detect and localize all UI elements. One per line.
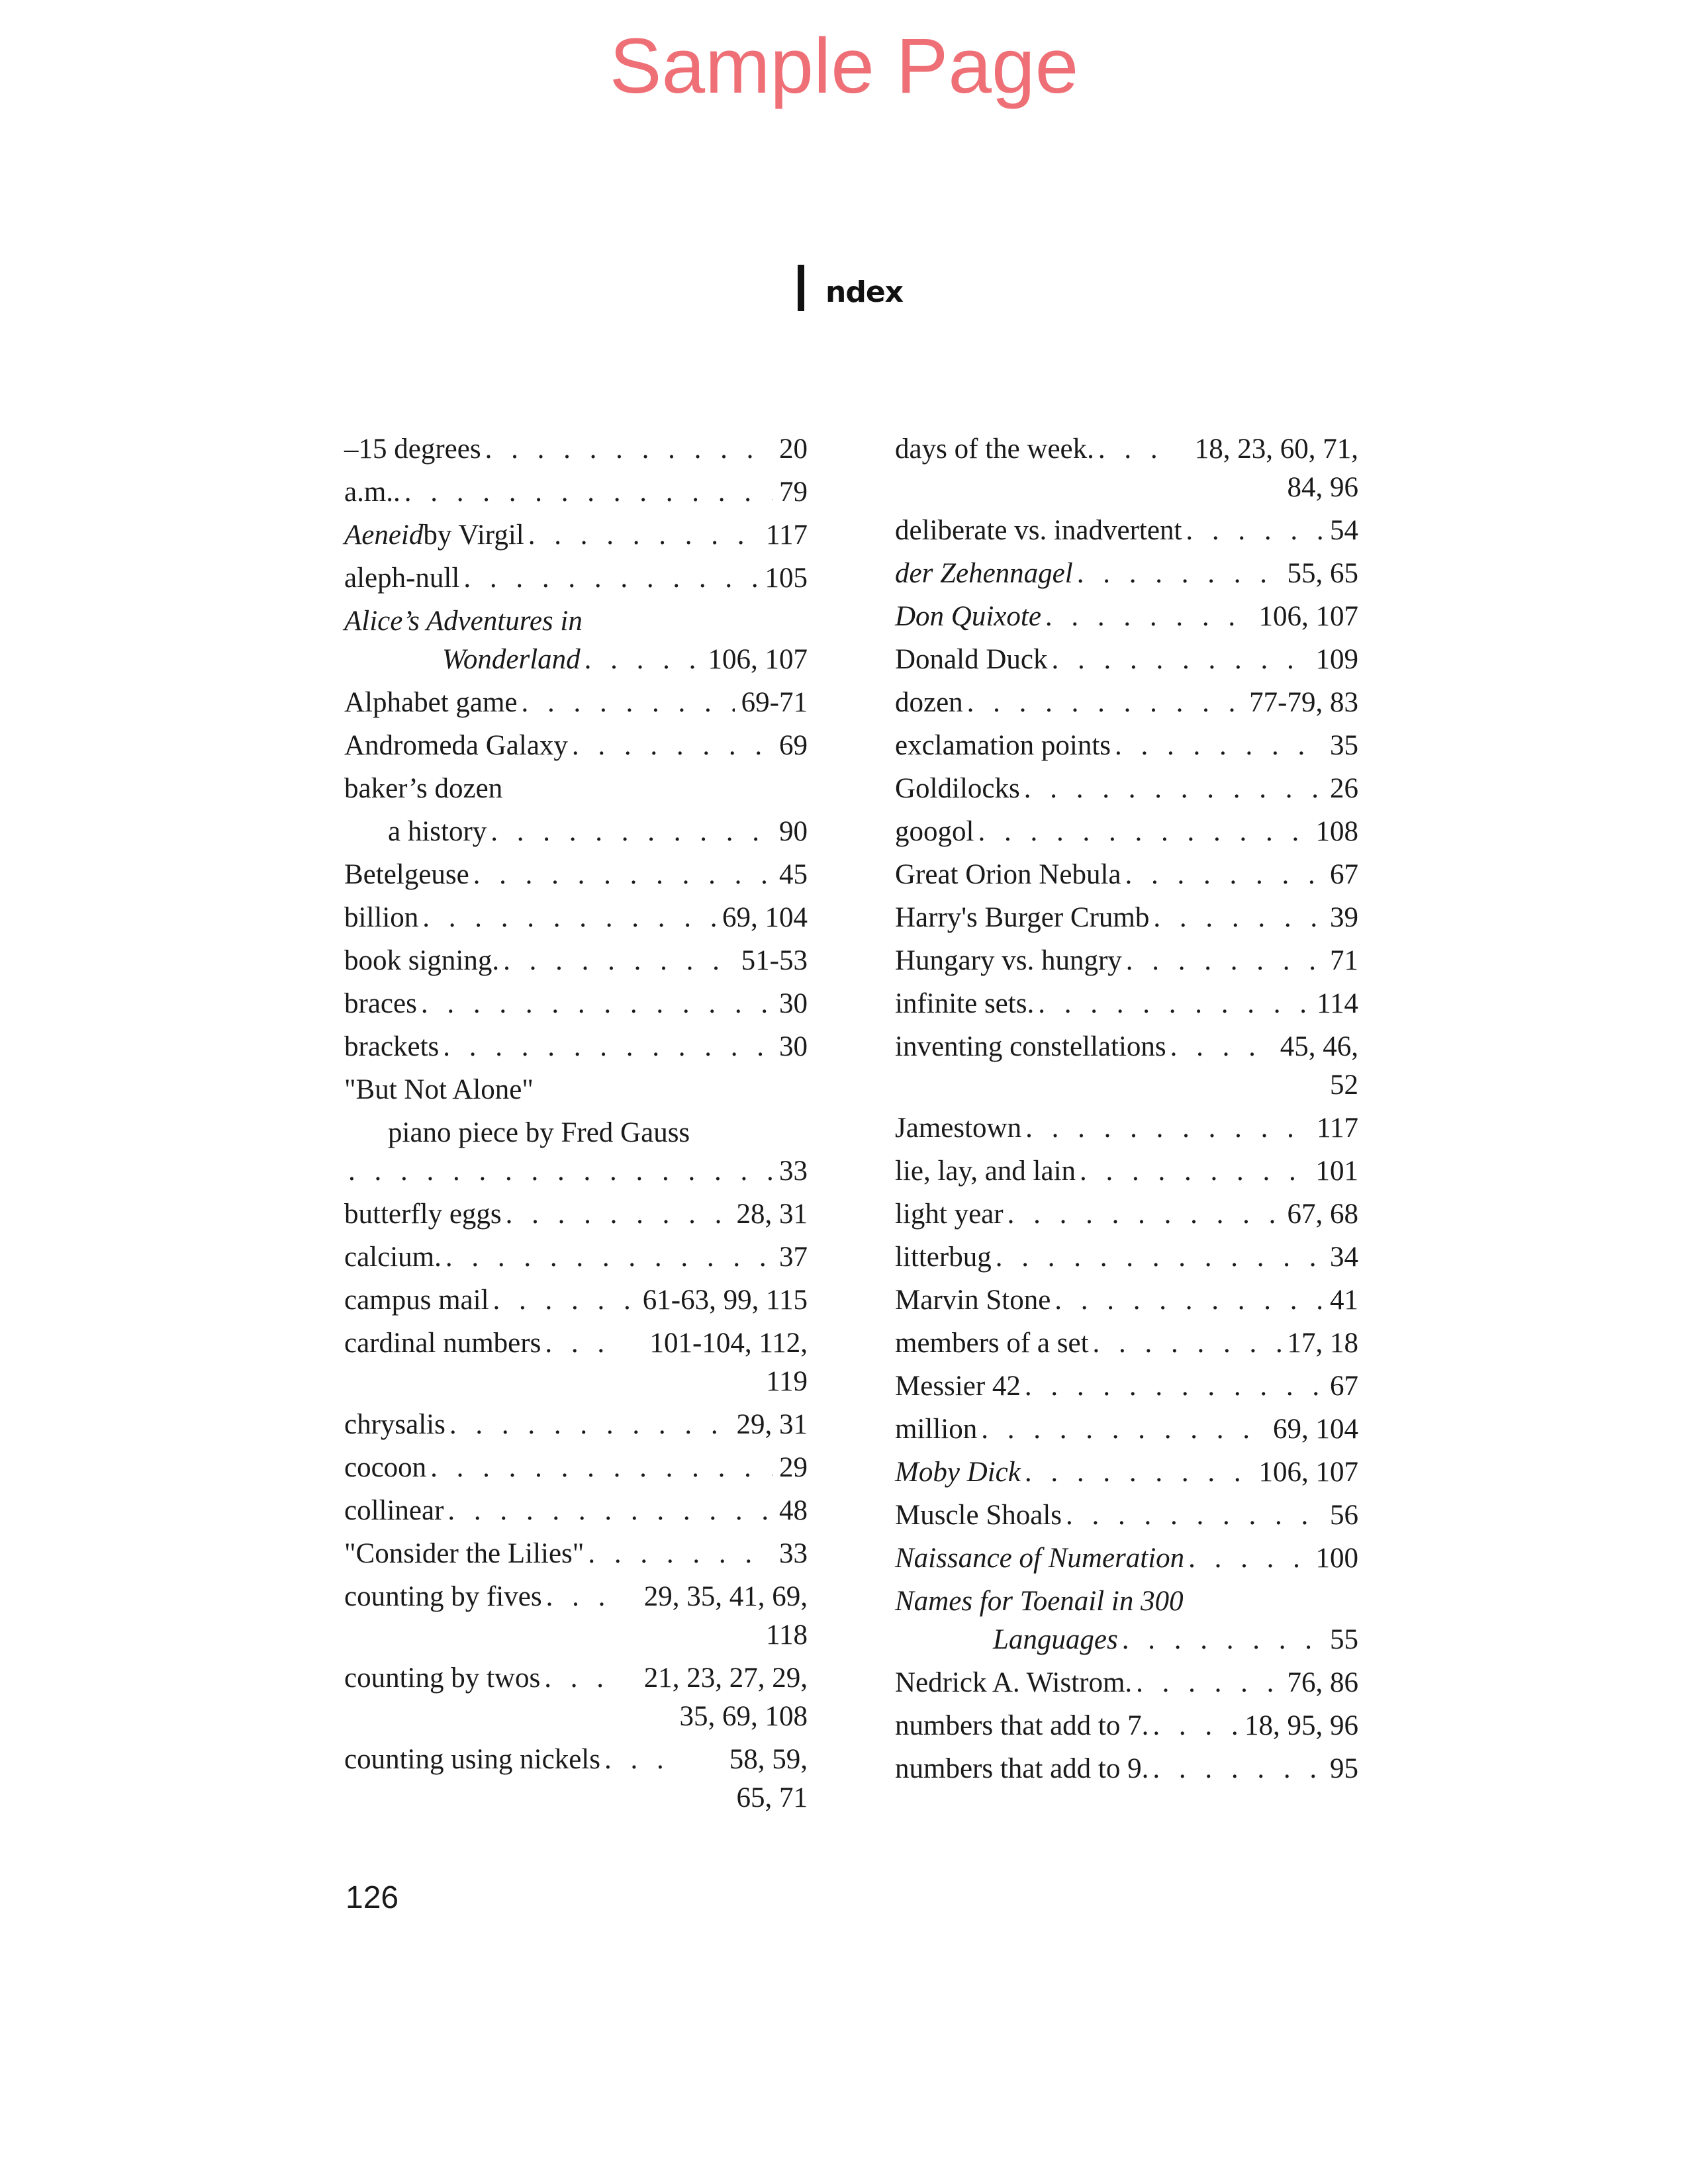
index-entry xyxy=(344,856,808,899)
index-entry xyxy=(344,1659,808,1736)
entry-label: by Virgil xyxy=(423,520,524,551)
entry-label: counting by twos xyxy=(344,1662,541,1694)
entry-label: numbers that add to 9. xyxy=(895,1753,1149,1784)
entry-pages: 95 xyxy=(1330,1753,1358,1784)
entry-label: "But Not Alone" xyxy=(344,1074,534,1105)
entry-pages: 106, 107 xyxy=(708,644,808,675)
entry-label: litterbug xyxy=(895,1242,992,1273)
entry-pages: 34 xyxy=(1330,1242,1358,1273)
entry-label: Nedrick A. Wistrom. xyxy=(895,1667,1133,1698)
entry-pages: 79 xyxy=(779,477,808,508)
dot-leader xyxy=(1111,727,1323,765)
dot-leader xyxy=(489,1281,636,1320)
index-entry xyxy=(895,1582,1358,1621)
entry-label: Hungary vs. hungry xyxy=(895,945,1122,976)
index-entry xyxy=(895,1152,1358,1195)
entry-pages: 67 xyxy=(1330,1371,1358,1402)
entry-label: Messier 42 xyxy=(895,1371,1021,1402)
entry-pages: 101-104, 112, 119 xyxy=(649,1328,808,1397)
index-entry xyxy=(895,684,1358,727)
entry-pages: 29 xyxy=(779,1452,808,1483)
dot-leader xyxy=(1047,641,1309,679)
entry-pages: 77-79, 83 xyxy=(1249,687,1358,718)
entry-pages: 114 xyxy=(1317,988,1358,1019)
entry-label: members of a set xyxy=(895,1328,1089,1359)
dot-leader xyxy=(1021,1109,1310,1148)
dot-leader xyxy=(1121,856,1323,894)
entry-label: numbers that add to 7. xyxy=(895,1710,1149,1741)
dot-leader xyxy=(426,1449,773,1487)
dot-leader xyxy=(1166,1028,1259,1066)
dot-leader xyxy=(542,1578,609,1616)
dot-leader xyxy=(481,430,773,469)
entry-pages: 90 xyxy=(779,816,808,847)
entry-pages: 33 xyxy=(779,1156,808,1187)
entry-label: days of the week. xyxy=(895,433,1094,465)
entry-pages: 56 xyxy=(1330,1500,1358,1531)
entry-label: Andromeda Galaxy xyxy=(344,730,568,761)
entry-pages: 69-71 xyxy=(741,687,808,718)
entry-label: Alphabet game xyxy=(344,687,518,718)
entry-label: Don Quixote xyxy=(895,601,1041,632)
index-entry xyxy=(895,813,1358,856)
entry-pages: 117 xyxy=(1317,1113,1358,1144)
dot-leader xyxy=(1020,770,1323,808)
entry-label: deliberate vs. inadvertent xyxy=(895,515,1182,546)
index-entry xyxy=(344,559,808,602)
entry-pages: 30 xyxy=(779,1031,808,1062)
dot-leader xyxy=(1094,430,1160,469)
index-column-left xyxy=(344,430,808,1822)
index-entry xyxy=(895,856,1358,899)
entry-pages: 21, 23, 27, 29, 35, 69, 108 xyxy=(643,1662,808,1732)
entry-label: braces xyxy=(344,988,417,1019)
index-entry xyxy=(895,1281,1358,1324)
index-entry xyxy=(344,1238,808,1281)
entry-pages: 55, 65 xyxy=(1287,558,1358,589)
dot-leader xyxy=(1073,555,1281,593)
entry-label: calcium. xyxy=(344,1242,442,1273)
index-entry xyxy=(344,1741,808,1817)
entry-pages: 71 xyxy=(1330,945,1358,976)
entry-label: brackets xyxy=(344,1031,440,1062)
index-entry xyxy=(895,1707,1358,1745)
page-number: 126 xyxy=(346,1880,399,1915)
entry-pages: 55 xyxy=(1330,1624,1358,1655)
entry-pages: 37 xyxy=(779,1242,808,1273)
entry-pages: 29, 31 xyxy=(736,1409,808,1440)
entry-label: Alice’s Adventures in xyxy=(344,606,583,637)
index-entry xyxy=(895,1453,1358,1496)
index-entry xyxy=(895,899,1358,942)
index-entry-continuation xyxy=(344,641,808,684)
dot-leader xyxy=(974,813,1309,851)
entry-pages: 18, 23, 60, 71, 84, 96 xyxy=(1194,433,1358,503)
dot-leader xyxy=(963,684,1243,722)
entry-pages: 76, 86 xyxy=(1287,1667,1358,1698)
dot-leader xyxy=(541,1324,609,1363)
dot-leader xyxy=(600,1741,682,1779)
entry-label: collinear xyxy=(344,1495,444,1526)
index-entry xyxy=(344,1406,808,1449)
entry-label: book signing. xyxy=(344,945,500,976)
dot-leader xyxy=(1041,598,1252,636)
entry-pages: 67 xyxy=(1330,859,1358,890)
entry-pages: 48 xyxy=(779,1495,808,1526)
entry-pages: 67, 68 xyxy=(1287,1199,1358,1230)
entry-pages: 28, 31 xyxy=(736,1199,808,1230)
entry-label: Naissance of Numeration xyxy=(895,1543,1185,1574)
dot-leader xyxy=(459,559,758,598)
index-entry xyxy=(344,1492,808,1535)
dot-leader xyxy=(445,1406,730,1444)
entry-pages: 51-53 xyxy=(741,945,808,976)
entry-label: inventing constellations xyxy=(895,1031,1166,1062)
index-entry xyxy=(895,598,1358,641)
dot-leader xyxy=(344,1152,773,1191)
index-entry-continuation xyxy=(895,1621,1358,1664)
entry-pages: 41 xyxy=(1330,1285,1358,1316)
index-entry xyxy=(344,1028,808,1071)
entry-pages: 69, 104 xyxy=(722,902,808,933)
entry-label: googol xyxy=(895,816,974,847)
entry-label: cocoon xyxy=(344,1452,427,1483)
index-entry xyxy=(895,641,1358,684)
dot-leader xyxy=(1021,1367,1323,1406)
dot-leader xyxy=(502,1195,730,1234)
index-entry xyxy=(895,1109,1358,1152)
entry-pages: 20 xyxy=(779,433,808,465)
dot-leader xyxy=(1132,1664,1280,1702)
entry-label: aleph-null xyxy=(344,563,460,594)
dot-leader xyxy=(992,1238,1323,1277)
entry-pages: 45, 46, 52 xyxy=(1280,1031,1358,1101)
index-entry xyxy=(344,770,808,813)
entry-label: der Zehennagel xyxy=(895,558,1073,589)
entry-pages: 33 xyxy=(779,1538,808,1569)
index-entry xyxy=(895,1195,1358,1238)
index-entry xyxy=(344,899,808,942)
entry-pages: 30 xyxy=(779,988,808,1019)
entry-label: chrysalis xyxy=(344,1409,445,1440)
dot-leader xyxy=(439,1028,773,1066)
entry-pages: 17, 18 xyxy=(1287,1328,1358,1359)
entry-pages: 100 xyxy=(1315,1543,1358,1574)
index-entry xyxy=(895,1750,1358,1793)
entry-label: piano piece by Fred Gauss xyxy=(388,1117,690,1148)
index-entry xyxy=(344,1578,808,1655)
entry-label: a.m.. xyxy=(344,477,400,508)
entry-label: exclamation points xyxy=(895,730,1111,761)
entry-label: counting using nickels xyxy=(344,1744,600,1775)
entry-label: lie, lay, and lain xyxy=(895,1156,1076,1187)
heading-rest: ndex xyxy=(825,275,904,309)
index-entry xyxy=(895,1238,1358,1281)
dot-leader xyxy=(977,1410,1266,1449)
entry-label: Donald Duck xyxy=(895,644,1048,675)
dot-leader xyxy=(400,473,773,512)
entry-label-title: Aeneid xyxy=(344,520,424,551)
entry-label: Goldilocks xyxy=(895,773,1020,804)
index-entry xyxy=(895,1539,1358,1582)
entry-label: dozen xyxy=(895,687,963,718)
dot-leader xyxy=(568,727,773,765)
index-entry xyxy=(895,1324,1358,1367)
index-entry xyxy=(344,1195,808,1238)
dot-leader xyxy=(1076,1152,1309,1191)
index-entry xyxy=(344,1281,808,1324)
entry-label: "Consider the Lilies" xyxy=(344,1538,585,1569)
entry-label: a history xyxy=(388,816,487,847)
entry-pages: 29, 35, 41, 69, 118 xyxy=(643,1581,808,1651)
index-entry xyxy=(344,985,808,1028)
dot-leader xyxy=(417,985,773,1023)
index-subentry xyxy=(344,813,808,856)
entry-pages: 117 xyxy=(766,520,808,551)
index-entry xyxy=(895,1496,1358,1539)
dot-leader xyxy=(1182,512,1323,550)
dot-leader xyxy=(1118,1621,1323,1659)
entry-pages: 18, 95, 96 xyxy=(1244,1710,1358,1741)
dot-leader xyxy=(1062,1496,1323,1535)
entry-label: Moby Dick xyxy=(895,1457,1021,1488)
entry-label: light year xyxy=(895,1199,1004,1230)
dot-leader xyxy=(1122,942,1323,980)
index-entry xyxy=(895,942,1358,985)
entry-pages: 35 xyxy=(1330,730,1358,761)
index-subentry xyxy=(344,1114,808,1152)
entry-label: Jamestown xyxy=(895,1113,1022,1144)
index-entry xyxy=(895,1410,1358,1453)
entry-pages: 54 xyxy=(1330,515,1358,546)
sample-page-watermark: Sample Page xyxy=(609,23,1079,110)
entry-label: infinite sets. xyxy=(895,988,1035,1019)
entry-label: campus mail xyxy=(344,1285,489,1316)
entry-label: counting by fives xyxy=(344,1581,542,1612)
entry-label: Muscle Shoals xyxy=(895,1500,1062,1531)
dot-leader xyxy=(581,641,702,679)
index-entry xyxy=(344,430,808,473)
index-entry xyxy=(895,430,1358,507)
entry-label: Great Orion Nebula xyxy=(895,859,1121,890)
index-entry xyxy=(344,1324,808,1401)
index-entry xyxy=(344,1071,808,1114)
index-entry xyxy=(344,1449,808,1492)
index-entry xyxy=(895,1664,1358,1707)
index-entry xyxy=(344,1535,808,1578)
entry-pages: 108 xyxy=(1315,816,1358,847)
dot-leader xyxy=(418,899,716,937)
entry-label-continuation: Wonderland xyxy=(442,644,581,675)
dot-leader xyxy=(540,1659,609,1698)
entry-label: Betelgeuse xyxy=(344,859,469,890)
index-entry xyxy=(344,684,808,727)
dot-leader xyxy=(1149,899,1323,937)
entry-pages: 106, 107 xyxy=(1258,1457,1358,1488)
dot-leader xyxy=(1149,1707,1238,1745)
dot-leader xyxy=(1021,1453,1252,1492)
index-entry xyxy=(344,516,808,559)
dot-leader xyxy=(1004,1195,1281,1234)
dot-leader xyxy=(1034,985,1310,1023)
entry-label: billion xyxy=(344,902,419,933)
index-entry-continuation xyxy=(344,1152,808,1195)
index-entry xyxy=(344,942,808,985)
index-column-right xyxy=(895,430,1358,1793)
entry-pages: 105 xyxy=(765,563,808,594)
entry-label: –15 degrees xyxy=(344,433,481,465)
index-entry xyxy=(895,1028,1358,1105)
index-entry xyxy=(344,727,808,770)
index-entry xyxy=(895,727,1358,770)
dot-leader xyxy=(469,856,773,894)
dot-leader xyxy=(1051,1281,1323,1320)
entry-label: Marvin Stone xyxy=(895,1285,1051,1316)
entry-pages: 58, 59, 65, 71 xyxy=(729,1744,808,1813)
entry-pages: 26 xyxy=(1330,773,1358,804)
index-entry xyxy=(895,1367,1358,1410)
entry-label-continuation: Languages xyxy=(993,1624,1118,1655)
dot-leader xyxy=(487,813,773,851)
entry-label: baker’s dozen xyxy=(344,773,503,804)
dot-leader xyxy=(524,516,759,555)
index-entry xyxy=(344,602,808,641)
dot-leader xyxy=(444,1492,773,1530)
entry-pages: 61-63, 99, 115 xyxy=(642,1285,808,1316)
heading-initial-letter xyxy=(798,265,804,311)
dot-leader xyxy=(499,942,735,980)
entry-pages: 101 xyxy=(1315,1156,1358,1187)
index-entry xyxy=(895,555,1358,598)
entry-pages: 69 xyxy=(779,730,808,761)
entry-label: butterfly eggs xyxy=(344,1199,502,1230)
dot-leader xyxy=(442,1238,773,1277)
dot-leader xyxy=(1089,1324,1281,1363)
dot-leader xyxy=(1184,1539,1309,1578)
index-entry xyxy=(895,512,1358,555)
entry-label: cardinal numbers xyxy=(344,1328,541,1359)
index-entry xyxy=(895,985,1358,1028)
dot-leader xyxy=(518,684,735,722)
dot-leader xyxy=(1149,1750,1323,1788)
dot-leader xyxy=(584,1535,773,1573)
entry-pages: 109 xyxy=(1315,644,1358,675)
entry-pages: 106, 107 xyxy=(1258,601,1358,632)
index-entry xyxy=(895,770,1358,813)
entry-pages: 45 xyxy=(779,859,808,890)
index-entry xyxy=(344,473,808,516)
entry-pages: 39 xyxy=(1330,902,1358,933)
entry-label: Harry's Burger Crumb xyxy=(895,902,1150,933)
entry-label: million xyxy=(895,1414,978,1445)
entry-label: Names for Toenail in 300 xyxy=(895,1586,1184,1617)
entry-pages: 69, 104 xyxy=(1273,1414,1358,1445)
